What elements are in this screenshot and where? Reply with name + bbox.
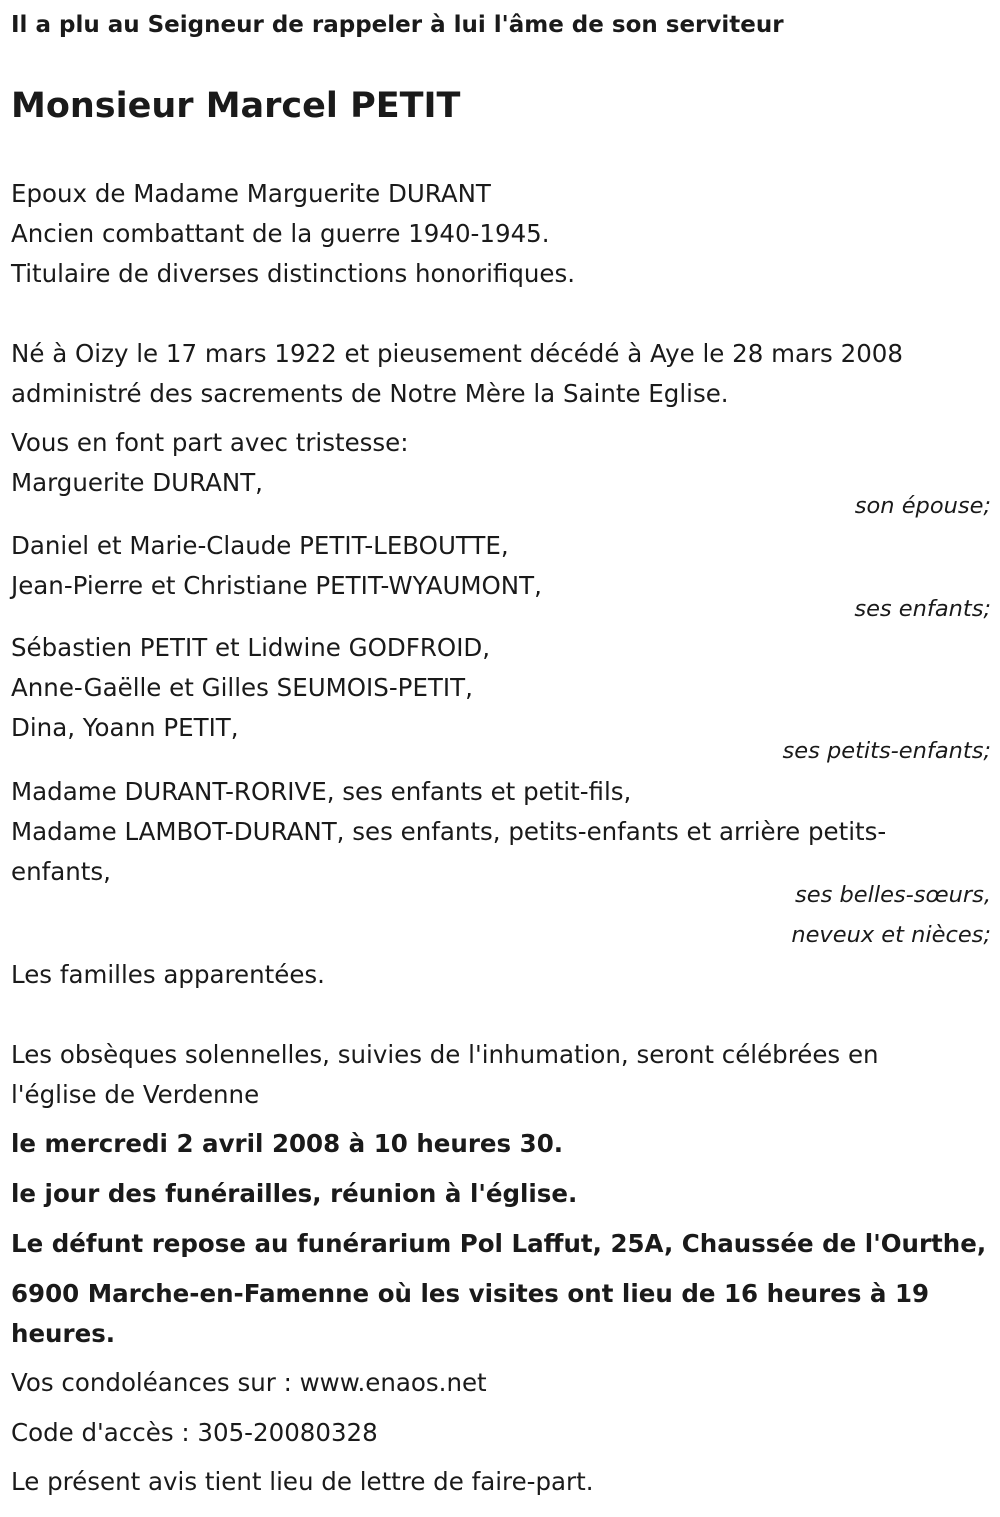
- relation-label: ses belles-sœurs,: [795, 882, 991, 908]
- bio-line: Ancien combattant de la guerre 1940-1945.: [11, 219, 550, 248]
- family-member: Dina, Yoann PETIT,: [11, 713, 239, 742]
- family-member: Sébastien PETIT et Lidwine GODFROID,: [11, 633, 491, 662]
- relation-label: neveux et nièces;: [791, 922, 991, 948]
- bio-line: Epoux de Madame Marguerite DURANT: [11, 179, 491, 208]
- family-member: Daniel et Marie-Claude PETIT-LEBOUTTE,: [11, 531, 509, 560]
- birth-death-line: administré des sacrements de Notre Mère la Sainte Eglise.: [11, 379, 729, 408]
- family-member: Madame DURANT-RORIVE, ses enfants et petit-fils,: [11, 777, 632, 806]
- funeral-date: le mercredi 2 avril 2008 à 10 heures 30.: [11, 1129, 564, 1158]
- related-families: Les familles apparentées.: [11, 960, 325, 989]
- birth-death-line: Né à Oizy le 17 mars 1922 et pieusement décédé à Aye le 28 mars 2008: [11, 339, 903, 368]
- funeral-text: l'église de Verdenne: [11, 1080, 260, 1109]
- funeral-text: Les obsèques solennelles, suivies de l'inhumation, seront célébrées en: [11, 1040, 879, 1069]
- deceased-name: Monsieur Marcel PETIT: [11, 86, 461, 126]
- access-code-line: Code d'accès : 305-20080328: [11, 1418, 378, 1447]
- funeral-rest: Le défunt repose au funérarium Pol Laffut, 25A, Chaussée de l'Ourthe,: [11, 1229, 987, 1258]
- family-member: enfants,: [11, 857, 111, 886]
- relation-label: ses petits-enfants;: [782, 738, 991, 764]
- family-member: Marguerite DURANT,: [11, 468, 263, 497]
- relation-label: son épouse;: [854, 493, 991, 519]
- relation-label: ses enfants;: [854, 596, 991, 622]
- footer-note: Le présent avis tient lieu de lettre de faire-part.: [11, 1467, 594, 1496]
- announce-line: Vous en font part avec tristesse:: [11, 428, 409, 457]
- funeral-rest: 6900 Marche-en-Famenne où les visites ont lieu de 16 heures à 19: [11, 1279, 930, 1308]
- funeral-meeting: le jour des funérailles, réunion à l'église.: [11, 1179, 578, 1208]
- condolences-line: Vos condoléances sur : www.enaos.net: [11, 1368, 487, 1397]
- family-member: Madame LAMBOT-DURANT, ses enfants, petits-enfants et arrière petits-: [11, 817, 887, 846]
- intro-line: Il a plu au Seigneur de rappeler à lui l'âme de son serviteur: [11, 12, 784, 38]
- funeral-rest: heures.: [11, 1319, 116, 1348]
- bio-line: Titulaire de diverses distinctions honorifiques.: [11, 259, 576, 288]
- family-member: Anne-Gaëlle et Gilles SEUMOIS-PETIT,: [11, 673, 473, 702]
- family-member: Jean-Pierre et Christiane PETIT-WYAUMONT,: [11, 571, 542, 600]
